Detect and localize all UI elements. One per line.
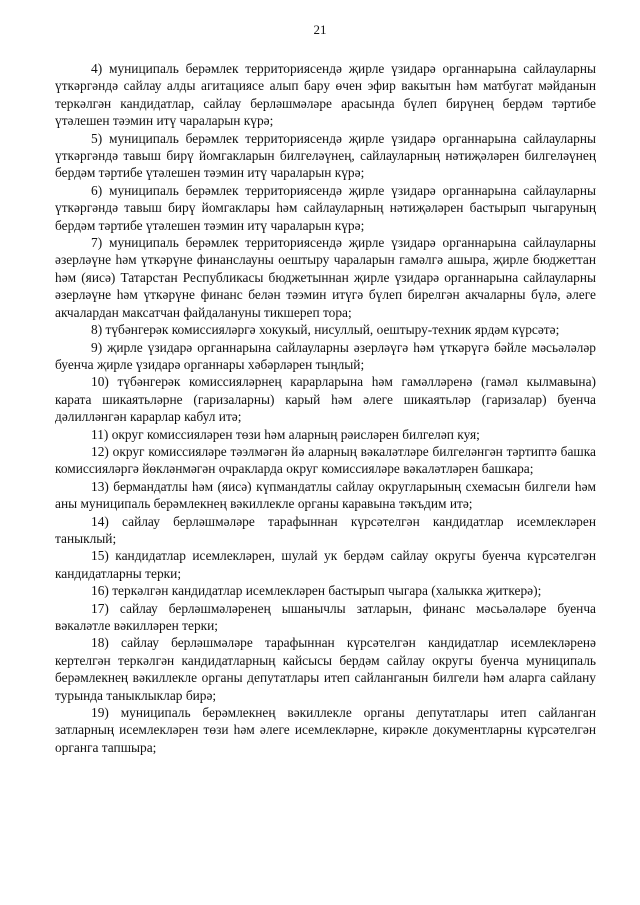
paragraph: 4) муниципаль берәмлек территориясендә җирле үзидарә органнарына сайлауларны үткәргәндә сайлау алды агитациясе алып бару өчен эфир вакытын һәм матбугат мәйданын теркәлгән кандидатлар, сайлау берләшмәләре арасында бүлеп бирүнең бердәм тәртибе үтәлешен тәэмин итү чараларын күрә;: [55, 61, 596, 129]
paragraph: 15) кандидатлар исемлекләрен, шулай ук бердәм сайлау округы буенча күрсәтелгән кандидатларны терки;: [55, 548, 596, 581]
paragraph: 6) муниципаль берәмлек территориясендә җирле үзидарә органнарына сайлауларны үткәргәндә тавыш бирү йомгаклары һәм сайлауларның нәтиҗәләрен бастырып чыгаруның бердәм тәртибе үтәлешен тәэмин итү чараларын күрә;: [55, 182, 596, 233]
paragraph: 19) муниципаль берәмлекнең вәкиллекле органы депутатлары итеп сайланган затларның исемлекләрен төзи һәм әлеге исемлекләрне, кирәкле документларны күрсәтелгән органга тапшыра;: [55, 705, 596, 755]
paragraph: 13) бермандатлы һәм (яисә) күпмандатлы сайлау округларының схемасын билгели һәм аны муниципаль берәмлекнең вәкиллекле органы каравына тәкъдим итә;: [55, 478, 596, 512]
paragraph: 8) түбәнгерәк комиссияләргә хокукый, нисуллый, оештыру-техник ярдәм күрсәтә;: [91, 322, 560, 338]
paragraph: 16) теркәлгән кандидатлар исемлекләрен бастырып чыгара (халыкка җиткерә);: [91, 583, 542, 599]
paragraph: 12) округ комиссияләре тәэлмәгән йә аларның вәкаләтләре билгеләнгән тәртиптә башка комиссияләргә йөкләнмәгән очракларда округ комиссияләре вәкаләтләрен башкара;: [55, 443, 596, 477]
paragraph: 7) муниципаль берәмлек территориясендә җирле үзидарә органнарына сайлауларны әзерләүне һәм үткәрүне финанслауны оештыру чараларын гамәлгә ашыра, җирле бюджеттан һәм (яисә) Татарстан Республикасы бюджетыннан җирле үзидарә органнарына сайлауларны әзерләүне һәм үткәрүне финанс белән тәэмин итүгә бүлеп бирелгән акчаларны бүлә, әлеге акчалардан максатчан файдалануны тикшереп тора;: [55, 235, 596, 320]
paragraph: 14) сайлау берләшмәләре тарафыннан күрсәтелгән кандидатлар исемлекләрен таныклый;: [55, 513, 596, 546]
page-number: 21: [313, 22, 327, 37]
document-body: [55, 60, 596, 756]
paragraph: 10) түбәнгерәк комиссияләрнең карарларына һәм гамәлләренә (гамәл кылмавына) карата шикаятьләрне (гаризаларны) карый һәм әлеге шикаятьләр (гаризалар) буенча дәлилләнгән карарлар кабул итә;: [55, 374, 596, 425]
paragraph: 11) округ комиссияләрен төзи һәм аларның рәисләрен билгеләп куя;: [91, 426, 480, 442]
paragraph: 9) җирле үзидарә органнарына сайлауларны әзерләүгә һәм үткәрүгә бәйле мәсьәләләр буенча җирле үзидарә органнары хәбәрләрен тыңлый;: [55, 339, 596, 372]
paragraph: 18) сайлау берләшмәләре тарафыннан күрсәтелгән кандидатлар исемлекләренә кертелгән теркәлгән кандидатларның кайсысы бердәм сайлау округы буенча муниципаль берәмлекнең вәкиллекле органы депутатлары итеп сайланганын билгели һәм аларга сайлану турында таныклыклар бирә;: [55, 635, 596, 703]
paragraph: 17) сайлау берләшмәләренең ышанычлы затларын, финанс мәсьәләләре буенча вәкаләтле вәкилләрен терки;: [55, 600, 596, 633]
paragraph: 5) муниципаль берәмлек территориясендә җирле үзидарә органнарына сайлауларны үткәргәндә тавыш бирү йомгакларын билгеләүнең, сайлауларның нәтиҗәләрен билгеләүнең бердәм тәртибе үтәлешен тәэмин итү чараларын күрә;: [55, 130, 596, 181]
